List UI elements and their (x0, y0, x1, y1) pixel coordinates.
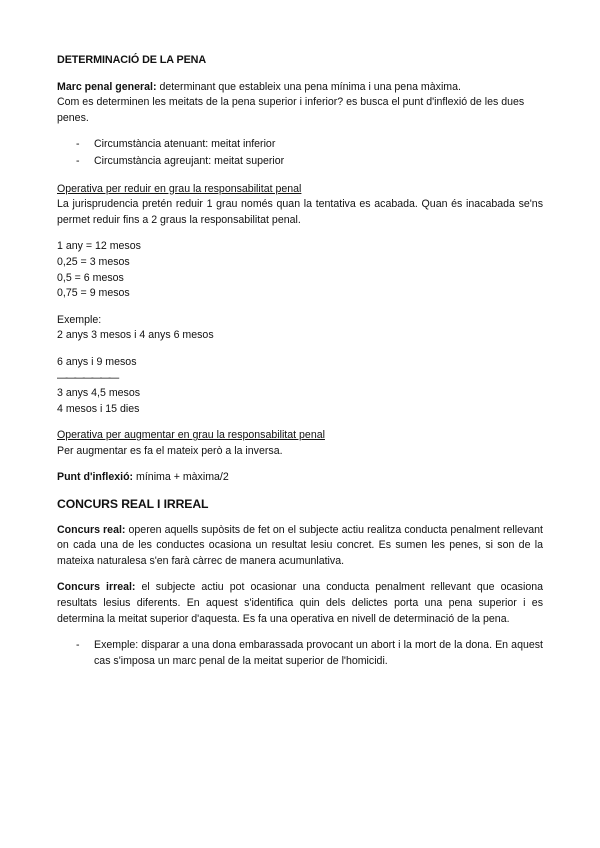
punt-inflexio-label: Punt d'inflexió: (57, 471, 134, 484)
section-heading-concurs: CONCURS REAL I IRREAL (57, 497, 209, 512)
dash-bullet: - (76, 639, 80, 652)
exemple-block (57, 313, 543, 344)
list-item: - Exemple: disparar a una dona embarassada provocant un abort i la mort de la dona. En aquest cas s'imposa un marc penal de la meitat superior de l'homicidi. (76, 639, 543, 667)
reduir-text: La jurisprudencia pretén reduir 1 grau només quan la tentativa es acabada. Quan és inacabada se'ns permet reduir fins a 2 graus la responsabilitat penal. (57, 198, 543, 226)
equivalence-line: 0,75 = 9 mesos (57, 287, 130, 300)
calcul-line: 6 anys i 9 mesos (57, 355, 137, 368)
concurs-irreal-paragraph (57, 580, 543, 627)
dash-bullet: - (76, 138, 80, 151)
punt-inflexio-text: mínima + màxima/2 (133, 471, 229, 484)
list-item: - Circumstància atenuant: meitat inferior (57, 137, 543, 153)
reduir-paragraph (57, 182, 543, 229)
section-heading-determinacio: DETERMINACIÓ DE LA PENA (57, 54, 207, 66)
dash-bullet: - (76, 154, 80, 167)
concurs-irreal-text: el subjecte actiu pot ocasionar una conducta penalment rellevant que ocasiona resultats lesius diferents. En aquest s'identifica quin dels delictes porta una pena superior i es determina la meitat superior d'aquesta. Es fa una operativa en nivell de determinació de la pena. (57, 581, 543, 625)
exemple-irreal-list (57, 638, 543, 669)
calcul-separator: ——————— (57, 371, 118, 384)
equivalence-line: 0,25 = 3 mesos (57, 255, 130, 268)
marc-penal-question: Com es determinen les meitats de la pena superior i inferior? es busca el punt d'inflexió de les dues penes. (57, 96, 525, 124)
augmentar-title: Operativa per augmentar en grau la responsabilitat penal (57, 429, 325, 442)
reduir-title: Operativa per reduir en grau la responsabilitat penal (57, 182, 302, 195)
exemple-value: 2 anys 3 mesos i 4 anys 6 mesos (57, 329, 214, 342)
calcul-line: 3 anys 4,5 mesos (57, 387, 141, 400)
marc-penal-text: determinant que estableix una pena mínima i una pena màxima. (156, 80, 461, 93)
concurs-real-text: operen aquells supòsits de fet on el subjecte actiu realitza conducta penalment rellevant on cada una de les conductes ocasiona un resultat lesiu concret. Es sumen les penes, si son de la mateixa naturalesa s'en farà càrrec de manera acumunlativa. (57, 523, 543, 567)
equivalence-line: 0,5 = 6 mesos (57, 271, 124, 284)
concurs-irreal-label: Concurs irreal: (57, 581, 136, 594)
marc-penal-label: Marc penal general: (57, 80, 157, 93)
circumstancies-list (57, 137, 543, 169)
exemple-label: Exemple: (57, 313, 102, 326)
equivalencies-block (57, 239, 543, 301)
augmentar-paragraph (57, 428, 543, 459)
punt-inflexio-paragraph (57, 470, 543, 486)
equivalence-line: 1 any = 12 mesos (57, 240, 141, 253)
concurs-real-paragraph (57, 523, 543, 570)
calcul-line: 4 mesos i 15 dies (57, 402, 140, 415)
list-item: - Circumstància agreujant: meitat superior (57, 154, 543, 170)
augmentar-text: Per augmentar es fa el mateix però a la inversa. (57, 444, 283, 457)
marc-penal-paragraph (57, 80, 543, 127)
calcul-block (57, 355, 543, 417)
concurs-real-label: Concurs real: (57, 523, 126, 536)
